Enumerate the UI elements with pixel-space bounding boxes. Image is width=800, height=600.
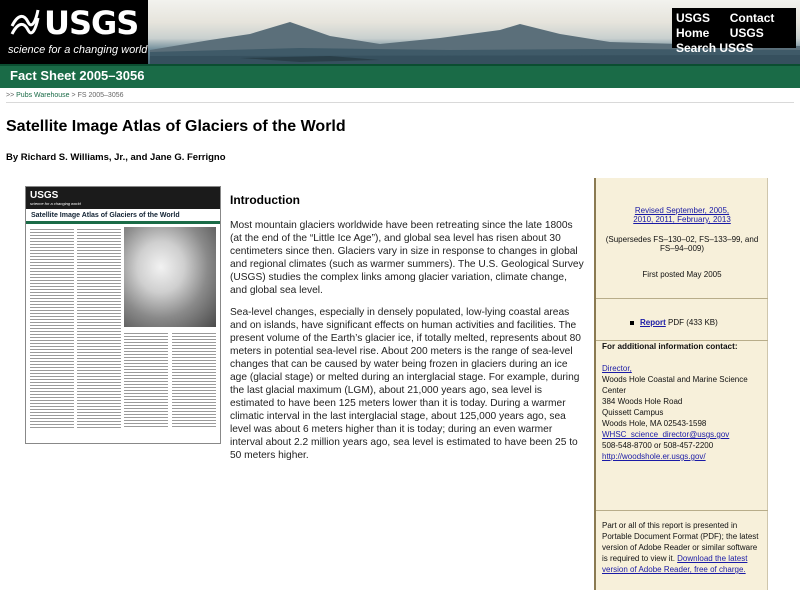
cover-satellite-image xyxy=(124,227,216,327)
cover-tagline: science for a changing world xyxy=(30,201,81,206)
contact-web-link[interactable]: http://woodshole.er.usgs.gov/ xyxy=(602,452,706,461)
main-content xyxy=(230,193,586,471)
authors: By Richard S. Williams, Jr., and Jane G. Ferrigno xyxy=(6,152,226,163)
report-pdf-link[interactable]: Report xyxy=(640,318,666,327)
paragraph: Most mountain glaciers worldwide have been retreating since the late 1800s (at the end of the “Little Ice Age”), and global sea level has risen about 30 centimeters since then. Glaciers vary in size in response to changes in global and regional climates (such as warmer summers). The U.S. Geological Survey (USGS) studies the complex links among glacier variation, climate change, and global sea level. xyxy=(230,220,584,296)
top-links xyxy=(672,8,796,55)
adobe-reader-link[interactable]: Download the latest version of Adobe Reader, free of charge. xyxy=(602,554,748,574)
first-posted: First posted May 2005 xyxy=(642,270,722,279)
cover-rule xyxy=(26,221,220,224)
cover-text-column xyxy=(77,229,121,429)
cover-text-column xyxy=(30,229,74,429)
cover-text-column xyxy=(124,333,168,429)
breadcrumb-prefix: >> xyxy=(6,92,15,99)
logo-tagline: science for a changing world xyxy=(8,44,148,56)
pdf-note-block xyxy=(596,520,768,575)
usgs-wave-icon xyxy=(10,8,40,38)
series-label: Fact Sheet 2005–3056 xyxy=(10,68,145,83)
breadcrumb-sep: > xyxy=(71,92,76,99)
divider xyxy=(6,102,794,103)
pubs-warehouse-link[interactable]: Pubs Warehouse xyxy=(16,92,70,99)
header-banner xyxy=(0,0,800,64)
contact-address-line3: Woods Hole, MA 02543-1598 xyxy=(602,419,707,428)
revision-block xyxy=(596,206,768,224)
revision-link-line1[interactable]: Revised September, 2005, xyxy=(634,206,730,215)
contact-address-line2: Quissett Campus xyxy=(602,408,664,417)
page-title: Satellite Image Atlas of Glaciers of the World xyxy=(6,118,346,135)
report-item xyxy=(596,318,768,327)
contact-email-link[interactable]: WHSC_science_director@usgs.gov xyxy=(602,430,730,439)
cover-title: Satellite Image Atlas of Glaciers of the World xyxy=(31,212,180,219)
info-sidebar xyxy=(594,178,768,590)
revision-link-line2[interactable]: 2010, 2011, February, 2013 xyxy=(633,215,731,224)
cover-text-column xyxy=(172,333,216,429)
cover-logo: USGS xyxy=(30,190,59,201)
section-heading: Introduction xyxy=(230,193,300,207)
contact-phone: 508-548-8700 or 508-457-2200 xyxy=(602,441,714,450)
report-cover-image[interactable] xyxy=(25,186,221,444)
breadcrumb xyxy=(6,92,124,99)
logo-wordmark: USGS xyxy=(44,4,139,42)
report-size: PDF (433 KB) xyxy=(668,318,718,327)
sidebar-divider xyxy=(596,298,768,299)
bullet-icon xyxy=(630,321,634,325)
contact-org: Woods Hole Coastal and Marine Science Center xyxy=(602,375,748,395)
sidebar-divider xyxy=(596,510,768,511)
supersedes-note: (Supersedes FS–130–02, FS–133–99, and FS–94–009) xyxy=(605,235,759,253)
usgs-logo[interactable] xyxy=(0,0,148,64)
paragraph: Sea-level changes, especially in densely populated, low-lying coastal areas and on islands, have significant effects on human activities and facilities. The present volume of the Earth’s glacier ice, if totally melted, represents about 80 meters in potential sea-level rise. About 200 meters is the range of sea-level changes that can be caused by water being frozen in glaciers during an ice age (glacial stage) or melted during an interglacial stage. For example, during the last glacial maximum (LGM), about 21,000 years ago, sea level is estimated to have been 125 meters lower than it is today. During a warmer climatic interval in the last interglacial stage, about 125,000 years ago, sea level was about 6 meters higher than it is today; during an even warmer interval about 2.2 million years ago, sea level is estimated to have been 25 to 50 meters higher. xyxy=(230,307,581,461)
contact-block xyxy=(596,341,768,462)
pdf-note: Part or all of this report is presented in Portable Document Format (PDF); the latest version of Adobe Reader or similar software is required to view it. xyxy=(602,521,759,563)
contact-heading: For additional information contact: xyxy=(602,342,738,351)
series-bar xyxy=(0,64,800,88)
usgs-home-link[interactable]: USGS Home xyxy=(676,11,711,40)
contact-address-line1: 384 Woods Hole Road xyxy=(602,397,683,406)
breadcrumb-current: FS 2005–3056 xyxy=(77,92,124,99)
search-usgs-link[interactable]: Search USGS xyxy=(676,41,754,55)
director-link[interactable]: Director, xyxy=(602,364,632,373)
contact-usgs-link[interactable]: Contact USGS xyxy=(729,11,775,40)
